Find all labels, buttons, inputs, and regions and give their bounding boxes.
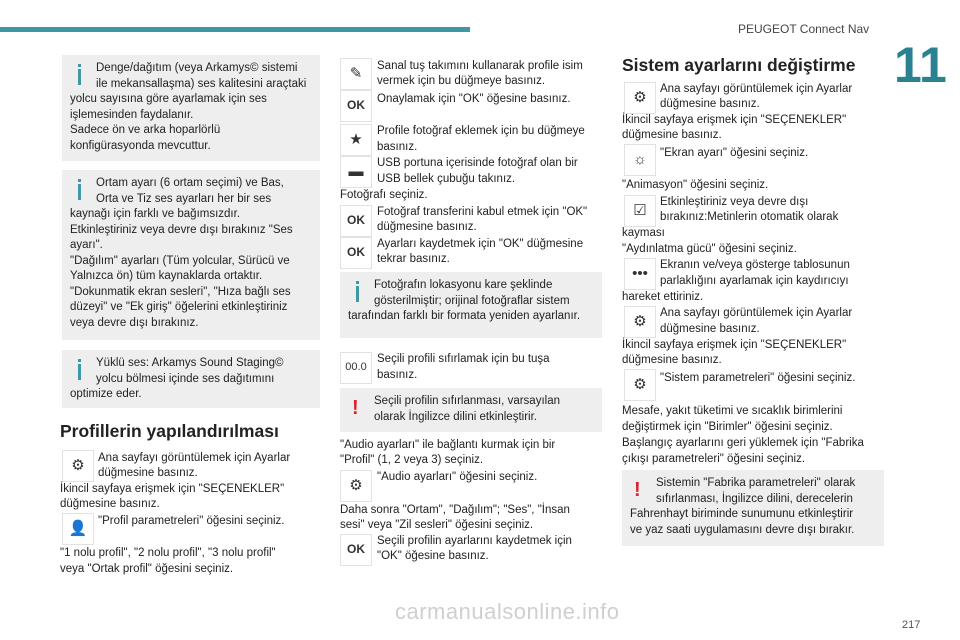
page-number: 217 [902,619,921,631]
info-note-balance: Denge/dağıtım (veya Arkamys© sistemi ile mekansallaşma) ses kalitesini araçtaki yolcu sayısına göre ayarlamak için ses işlemesinden faydalanır. Sadece ön ve arka hoparlörlü konfigürasyonda mevcuttur. [62,55,320,161]
system-settings-icon: ⚙ [624,369,656,401]
header-bar [0,27,470,32]
usb-icon: ▬ [340,156,372,188]
info-note-ambience: Ortam ayarı (6 ortam seçimi) ve Bas, Orta ve Tiz ses ayarları her bir ses kaynağı için farklı ve bağımsızdır. Etkinleştiriniz veya devre dışı bırakınız "Ses ayarı". "Dağılım" ayarları (Tüm yolcular, Sürücü ve Yalnızca ön) tüm kaynaklarda ortaktır. "Dokunmatik ekran sesleri", "Hıza bağlı ses düzeyi" ve "Ek giriş" öğelerini etkinleştiriniz veya devre dışı bırakınız. [62,170,320,340]
ok-button-icon: OK [340,205,372,237]
ok-button-icon: OK [340,534,372,566]
settings-gear-icon: ⚙ [624,82,656,114]
brightness-icon: ☼ [624,144,656,176]
settings-gear-icon: ⚙ [62,450,94,482]
audio-settings-icon: ⚙ [340,470,372,502]
header-title: PEUGEOT Connect Nav [738,22,870,36]
ok-button-icon: OK [340,237,372,269]
add-photo-profile-icon: ★ [340,124,372,156]
warning-icon: ! [634,479,641,501]
ok-button-icon: OK [340,90,372,122]
reset-profile-icon: 00.0 [340,352,372,384]
pencil-edit-icon: ✎ [340,58,372,90]
chapter-number: 11 [894,37,947,93]
info-note-photo: Fotoğrafın lokasyonu kare şeklinde gösterilmiştir; orijinal fotoğraflar sistem tarafından farklı bir formata yeniden ayarlanır. [340,272,602,338]
settings-gear-icon: ⚙ [624,306,656,338]
section-heading-system: Sistem ayarlarını değiştirme [622,55,856,75]
warning-note-reset: ! Seçili profilin sıfırlanması, varsayılan olarak İngilizce dilini etkinleştirir. [340,388,602,432]
info-note-arkamys: Yüklü ses: Arkamys Sound Staging© yolcu bölmesi içinde ses dağıtımını optimize eder. [62,350,320,408]
slider-icon: ••• [624,258,656,290]
watermark: carmanualsonline.info [395,599,620,624]
section-heading-profiles: Profillerin yapılandırılması [60,421,279,441]
checkbox-icon: ☑ [624,195,656,227]
profile-settings-icon: 👤 [62,513,94,545]
warning-icon: ! [352,397,359,419]
warning-note-factory: ! Sistemin "Fabrika parametreleri" olarak sıfırlanması, İngilizce dilini, derecelerin Fahrenhayt biriminde sunumunu etkinleştirir ve yaz saati uygulamasını devre dışı bırakır. [622,470,884,546]
